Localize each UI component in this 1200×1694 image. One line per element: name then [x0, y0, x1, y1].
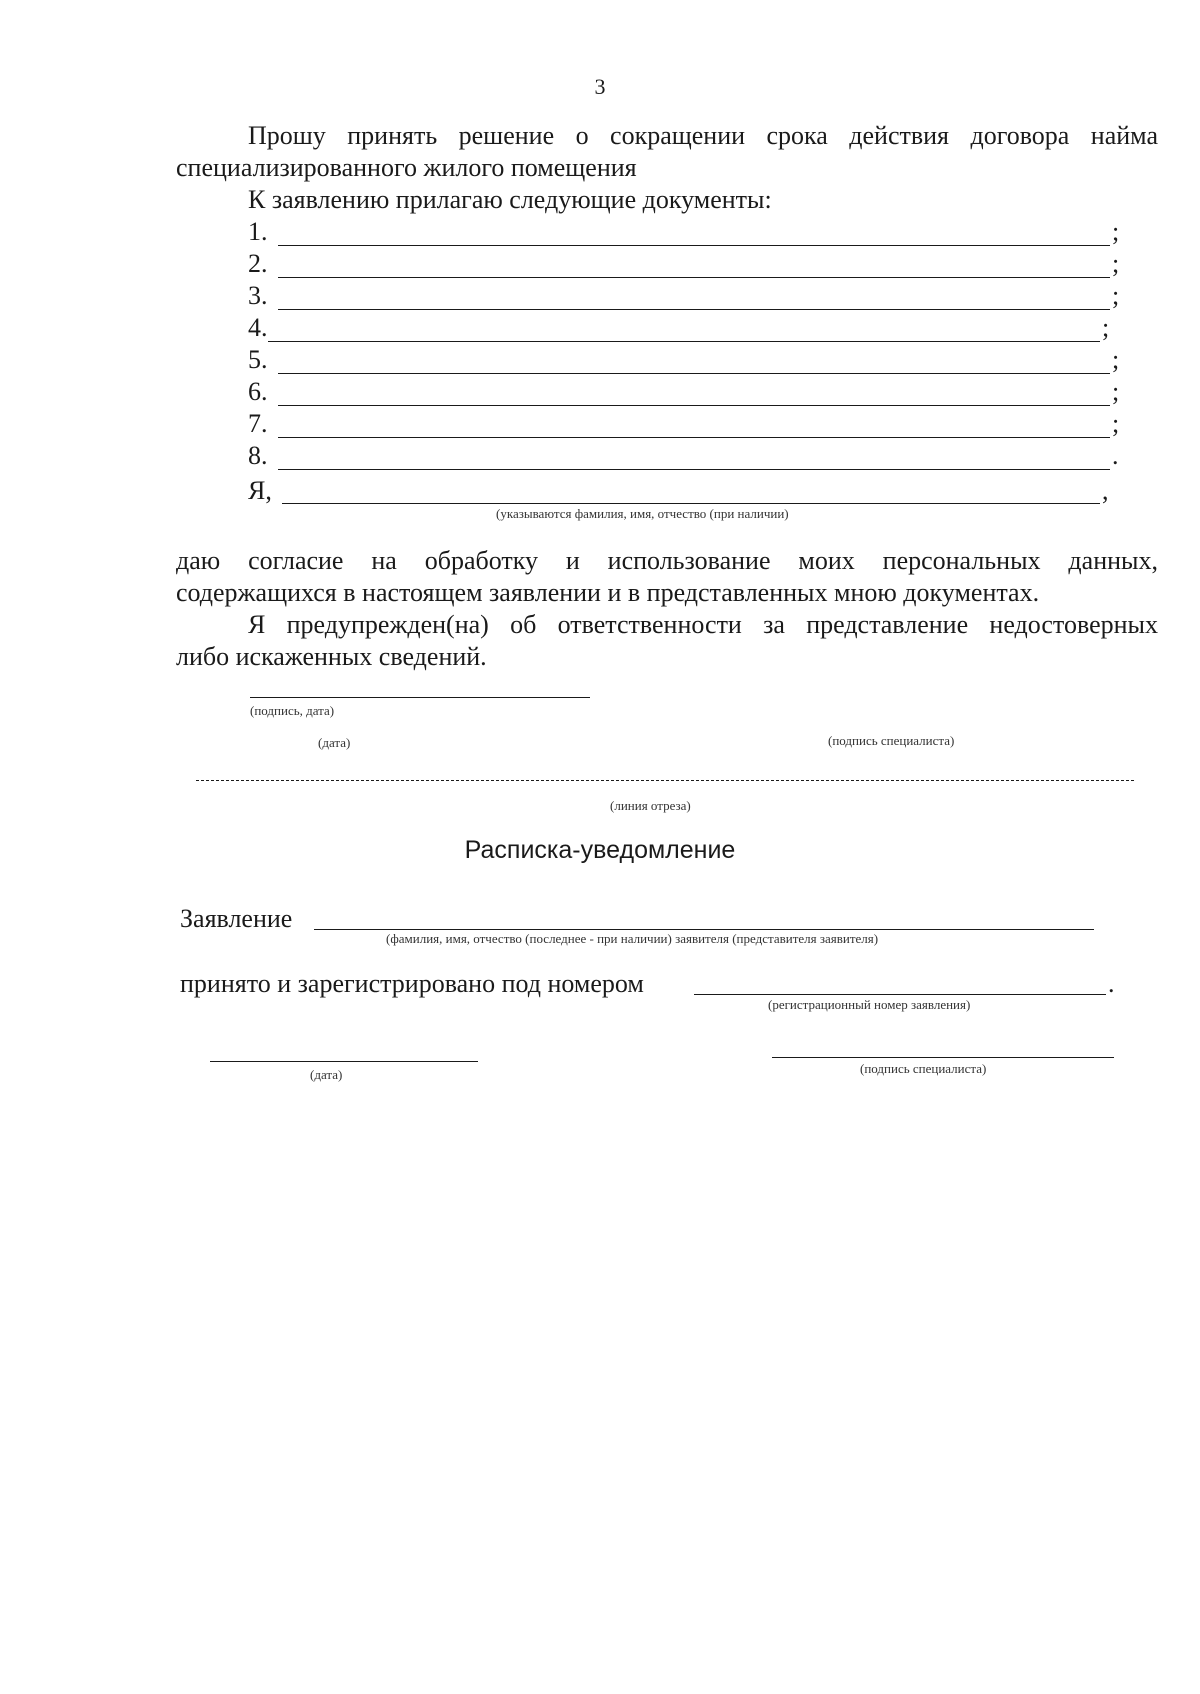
- request-line-1: Прошу принять решение о сокращении срока действия договора найма: [248, 121, 1158, 150]
- attachment-line[interactable]: [278, 277, 1110, 278]
- receipt-specialist-hint: (подпись специалиста): [860, 1061, 987, 1076]
- attachment-line[interactable]: [278, 405, 1110, 406]
- consent-line-2: содержащихся в настоящем заявлении и в представленных мною документах.: [176, 578, 1040, 607]
- attachment-number: 5.: [248, 345, 268, 374]
- registration-number-hint: (регистрационный номер заявления): [768, 997, 971, 1012]
- signature-date-hint: (подпись, дата): [250, 703, 335, 718]
- attachment-end: .: [1112, 441, 1119, 470]
- attachment-end: ;: [1112, 217, 1120, 246]
- attachment-end: ;: [1112, 249, 1120, 278]
- attachment-line[interactable]: [278, 437, 1110, 438]
- applicant-line[interactable]: [314, 929, 1094, 930]
- attachment-number: 7.: [248, 409, 268, 438]
- receipt-date-line[interactable]: [210, 1061, 478, 1062]
- attachment-line[interactable]: [268, 341, 1100, 342]
- applicant-hint: (фамилия, имя, отчество (последнее - при наличии) заявителя (представителя заявителя): [386, 931, 879, 946]
- receipt-title: Расписка-уведомление: [464, 836, 736, 864]
- attachment-end: ;: [1112, 281, 1120, 310]
- attachment-line[interactable]: [278, 245, 1110, 246]
- attachment-number: 3.: [248, 281, 268, 310]
- attachment-end: ;: [1112, 345, 1120, 374]
- receipt-date-hint: (дата): [310, 1067, 343, 1082]
- consent-line-1: даю согласие на обработку и использование моих персональных данных,: [176, 546, 1158, 575]
- registered-end: .: [1108, 969, 1115, 998]
- request-line-2: специализированного жилого помещения: [176, 153, 637, 182]
- specialist-signature-hint: (подпись специалиста): [828, 733, 955, 748]
- cut-line-hint: (линия отреза): [610, 798, 691, 813]
- attachment-number: 2.: [248, 249, 268, 278]
- warning-line-2: либо искаженных сведений.: [176, 642, 487, 671]
- signature-date-line[interactable]: [250, 697, 590, 698]
- attachment-number: 1.: [248, 217, 268, 246]
- registered-label: принято и зарегистрировано под номером: [180, 969, 644, 998]
- consent-end: ,: [1102, 476, 1109, 505]
- page-number: 3: [594, 74, 606, 99]
- consent-name-line[interactable]: [282, 503, 1100, 504]
- consent-prefix: Я,: [248, 476, 272, 505]
- attachment-line[interactable]: [278, 373, 1110, 374]
- attachment-number: 4.: [248, 313, 268, 342]
- attachments-intro: К заявлению прилагаю следующие документы:: [248, 185, 772, 214]
- warning-line-1: Я предупрежден(на) об ответственности за представление недостоверных: [248, 610, 1158, 639]
- attachment-line[interactable]: [278, 469, 1110, 470]
- attachment-number: 6.: [248, 377, 268, 406]
- receipt-specialist-line[interactable]: [772, 1057, 1114, 1058]
- attachment-number: 8.: [248, 441, 268, 470]
- date-hint: (дата): [318, 735, 351, 750]
- registration-number-line[interactable]: [694, 994, 1106, 995]
- cut-line: [196, 780, 1134, 781]
- consent-name-hint: (указываются фамилия, имя, отчество (при наличии): [496, 506, 789, 521]
- attachment-end: ;: [1112, 409, 1120, 438]
- application-label: Заявление: [180, 904, 293, 933]
- attachment-line[interactable]: [278, 309, 1110, 310]
- attachment-end: ;: [1102, 313, 1110, 342]
- attachment-end: ;: [1112, 377, 1120, 406]
